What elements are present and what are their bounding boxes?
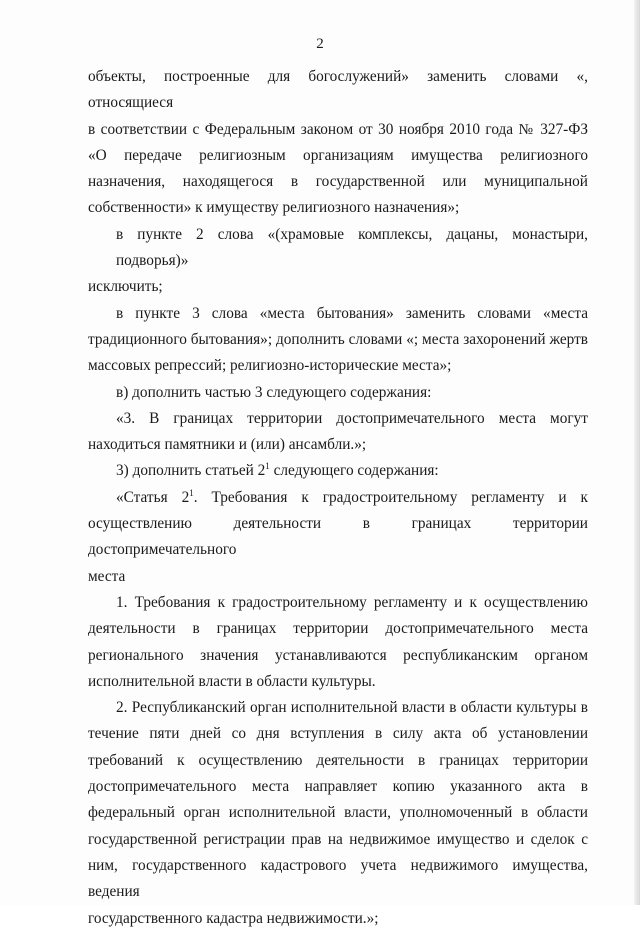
text-line: в пункте 2 слова «(храмовые комплексы, дацаны, монастыри, подворья)» <box>116 225 588 270</box>
text-line: достопримечательного места направляет копию указанного акта в <box>88 778 588 796</box>
text-line: назначения, находящегося в государственной или муниципальной <box>88 173 588 191</box>
text-segment: 3) дополнить статьей 2 <box>116 462 266 480</box>
text-line: «3. В границах территории достопримечательного места могут <box>116 409 588 427</box>
text-line: в пункте 3 слова «места бытования» заменить словами «места <box>116 304 588 322</box>
text-line: места <box>88 567 126 585</box>
text-line: 1. Требования к градостроительному регламенту и к осуществлению <box>116 593 588 611</box>
text-line: требований к осуществлению деятельности в границах территории <box>88 751 588 769</box>
superscript: 1 <box>265 461 270 472</box>
paragraph <box>88 301 588 380</box>
text-line: собственности» к имуществу религиозного назначения»; <box>88 199 460 217</box>
text-line: исключить; <box>88 278 163 296</box>
text-line <box>88 458 588 484</box>
text-line: ним, государственного кадастрового учета недвижимого имущества, ведения <box>88 856 588 901</box>
text-line: традиционного бытования»; дополнить словами «; места захоронений жертв <box>88 330 588 348</box>
text-line: течение пяти дней со дня вступления в силу акта об установлении <box>88 725 588 743</box>
paragraph <box>88 380 588 406</box>
paragraph <box>88 222 588 301</box>
page-number: 2 <box>316 36 324 52</box>
text-line: 2. Республиканский орган исполнительной власти в области культуры в <box>116 699 588 717</box>
text-segment: «Статья 2 <box>116 488 190 506</box>
superscript: 1 <box>189 487 194 498</box>
text-line: «О передаче религиозным организациям имущества религиозного <box>88 146 588 164</box>
text-line: исполнительной власти в области культуры. <box>88 672 376 690</box>
paragraph <box>88 695 588 932</box>
paragraph <box>88 458 588 484</box>
article-heading <box>88 485 588 590</box>
page-edge-shadow <box>634 0 640 905</box>
text-line: объекты, построенные для богослужений» заменить словами «, относящиеся <box>88 68 588 112</box>
document-body <box>88 64 588 932</box>
text-segment: . Требования к градостроительному регламенту и к <box>193 488 588 506</box>
text-line: в соответствии с Федеральным законом от 30 ноября 2010 года № 327-ФЗ <box>88 120 588 138</box>
paragraph <box>88 406 588 459</box>
text-line: государственного кадастра недвижимости.»; <box>88 909 379 927</box>
text-line: в) дополнить частью 3 следующего содержания: <box>116 383 432 401</box>
text-line: массовых репрессий; религиозно-исторические места»; <box>88 357 452 375</box>
text-line <box>88 485 588 511</box>
text-line: находиться памятники и (или) ансамбли.»; <box>88 436 367 454</box>
text-line: деятельности в границах территории достопримечательного места <box>88 620 588 638</box>
text-line: федеральный орган исполнительной власти, уполномоченный в области <box>88 804 588 822</box>
paragraph <box>88 64 588 222</box>
text-line: осуществлению деятельности в границах территории достопримечательного <box>88 515 588 559</box>
text-line: регионального значения устанавливаются республиканским органом <box>88 646 588 664</box>
paragraph <box>88 590 588 695</box>
text-line: государственной регистрации прав на недвижимое имущество и сделок с <box>88 830 588 848</box>
text-segment: следующего содержания: <box>269 462 439 480</box>
